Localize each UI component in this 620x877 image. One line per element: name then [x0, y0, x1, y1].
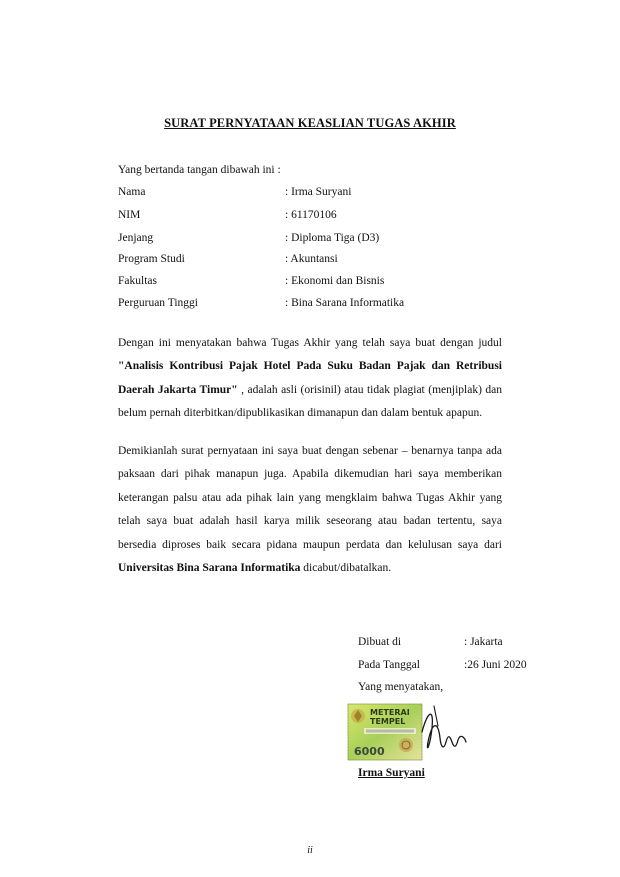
stamp-text-meterai: METERAI	[370, 708, 410, 717]
meterai-stamp-image	[344, 698, 494, 768]
info-value: : 61170106	[285, 209, 337, 221]
thesis-title: "Analisis Kontribusi Pajak Hotel Pada Suku Badan Pajak dan Retribusi Daerah Jakarta Timur"	[118, 360, 502, 396]
page-number: ii	[307, 845, 313, 856]
statement-text: Dengan ini menyatakan bahwa Tugas Akhir yang telah saya buat dengan judul	[118, 337, 502, 349]
closing-text: Demikianlah surat pernyataan ini saya buat dengan sebenar – benarnya tanpa ada paksaan dari pihak manapun juga. Apabila dikemudian hari saya memberikan keterangan palsu atau ada pihak lain yang mengklaim bahwa Tugas Akhir yang telah saya buat adalah hasil karya milik seseorang atau badan tertentu, saya bersedia diproses baik secara pidana maupun perdata dan kelulusan saya dari	[118, 445, 502, 551]
document-title: SURAT PERNYATAAN KEASLIAN TUGAS AKHIR	[164, 116, 456, 130]
info-label: Jenjang	[118, 232, 154, 244]
info-value: : Akuntansi	[285, 253, 338, 265]
closing-label: Yang menyatakan,	[358, 681, 444, 693]
info-label: NIM	[118, 209, 141, 221]
info-value: : Bina Sarana Informatika	[285, 297, 405, 309]
info-value: : Diploma Tiga (D3)	[285, 232, 380, 244]
info-label: Nama	[118, 186, 146, 198]
date-value: :26 Juni 2020	[464, 659, 527, 671]
info-label: Program Studi	[118, 253, 185, 265]
place-label: Dibuat di	[358, 636, 402, 648]
statement-text-end: , adalah asli (orisinil) atau tidak plagiat (menjiplak) dan belum pernah diterbitkan/dipublikasikan dimanapun dan dalam bentuk apapun.	[118, 383, 503, 420]
stamp-text-value: 6000	[354, 745, 385, 758]
closing-paragraph	[118, 440, 502, 580]
closing-text-end: dicabut/dibatalkan.	[300, 562, 392, 575]
intro-text: Yang bertanda tangan dibawah ini :	[118, 164, 281, 176]
stamp-and-signature	[344, 698, 494, 768]
handwritten-signature	[422, 714, 466, 748]
info-label: Perguruan Tinggi	[118, 297, 198, 309]
info-value: : Irma Suryani	[285, 186, 352, 198]
info-value: : Ekonomi dan Bisnis	[285, 275, 385, 287]
date-label: Pada Tanggal	[358, 659, 420, 671]
university-name: Universitas Bina Sarana Informatika	[118, 562, 301, 575]
stamp-text-tempel: TEMPEL	[370, 717, 406, 726]
statement-paragraph	[118, 332, 502, 426]
signer-name: Irma Suryani	[358, 767, 425, 779]
info-label: Fakultas	[118, 275, 157, 287]
place-value: : Jakarta	[464, 636, 503, 648]
